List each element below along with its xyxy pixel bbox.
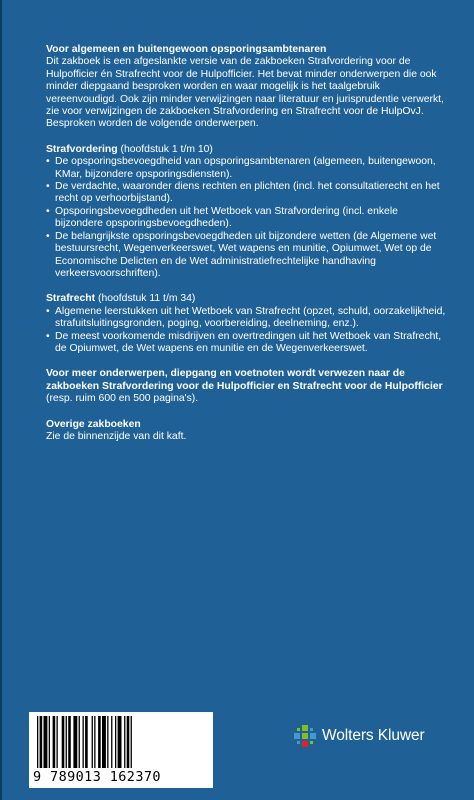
list-item: • Algemene leerstukken uit het Wetboek van Strafrecht (opzet, schuld, oorzakelijkheid, strafuitsluitingsgronden, poging, voorbereiding, deelneming, enz.). — [46, 306, 446, 331]
more-rest: (resp. ruim 600 en 500 pagina's). — [46, 393, 199, 405]
strafvordering-scope: (hoofdstuk 1 t/m 10) — [117, 143, 213, 155]
intro-heading: Voor algemeen en buitengewoon opsporingsambtenaren — [46, 44, 327, 55]
strafrecht-title: Strafrecht — [46, 293, 96, 305]
list-item: • Opsporingsbevoegdheden uit het Wetboek van Strafvordering (incl. enkele bijzondere opsporingsbevoegdheden). — [46, 206, 446, 231]
list-item: • De opsporingsbevoegdheid van opsporingsambtenaren (algemeen, buitengewoon, KMar, bijzondere opsporingsdiensten). — [46, 156, 446, 181]
strafrecht-list — [46, 306, 446, 356]
strafvordering-section — [46, 144, 446, 280]
strafvordering-title: Strafvordering — [46, 143, 118, 155]
strafvordering-list — [46, 156, 446, 280]
strafrecht-heading — [46, 293, 446, 305]
strafrecht-scope: (hoofdstuk 11 t/m 34) — [95, 293, 196, 305]
list-item: • De meest voorkomende misdrijven en overtredingen uit het Wetboek van Strafrecht, de Opiumwet, de Wet wapens en munitie en de Wegenverkeerswet. — [46, 331, 446, 356]
publisher-logo — [294, 722, 425, 750]
barcode-bars — [35, 716, 207, 768]
other-text: Zie de binnenzijde van dit kaft. — [46, 430, 187, 442]
barcode — [29, 712, 213, 788]
other-heading: Overige zakboeken — [46, 418, 141, 430]
more-text — [46, 368, 446, 405]
strafrecht-section — [46, 293, 446, 355]
other-section — [46, 419, 446, 444]
list-item: • De verdachte, waaronder diens rechten en plichten (incl. het consultatierecht en het recht op verhoorbijstand). — [46, 181, 446, 206]
back-cover-text — [46, 44, 446, 443]
intro-text: Dit zakboek is een afgeslankte versie van de zakboeken Strafvordering voor de Hulpofficier én Strafrecht voor de Hulpofficier. Het bevat minder onderwerpen die ook minder diepgaand besproken worden en waar mogelijk is het taalgebruik vereenvoudigd. Ook zijn minder verwijzingen naar literatuur en jurisprudentie verwerkt, zie voor verwijzingen de zakboeken Strafvordering en Strafrecht voor de HulpOvJ. Besproken worden de volgende onderwerpen. — [46, 56, 444, 130]
more-section — [46, 368, 446, 405]
wolters-kluwer-logo-icon — [294, 725, 316, 747]
strafvordering-heading — [46, 144, 446, 156]
list-item: • De belangrijkste opsporingsbevoegdheden uit bijzondere wetten (de Algemene wet bestuursrecht, Wegenverkeerswet, Wet wapens en munitie, Opiumwet, Wet op de Economische Delicten en de Wet administratiefrechtelijke handhaving verkeersvoorschriften). — [46, 231, 446, 281]
publisher-name: Wolters Kluwer — [322, 727, 425, 744]
more-bold: Voor meer onderwerpen, diepgang en voetnoten wordt verwezen naar de zakboeken Strafvordering voor de Hulpofficier en Strafrecht voor de Hulpofficier — [46, 368, 443, 392]
isbn-number: 9 789013 162370 — [33, 769, 161, 785]
